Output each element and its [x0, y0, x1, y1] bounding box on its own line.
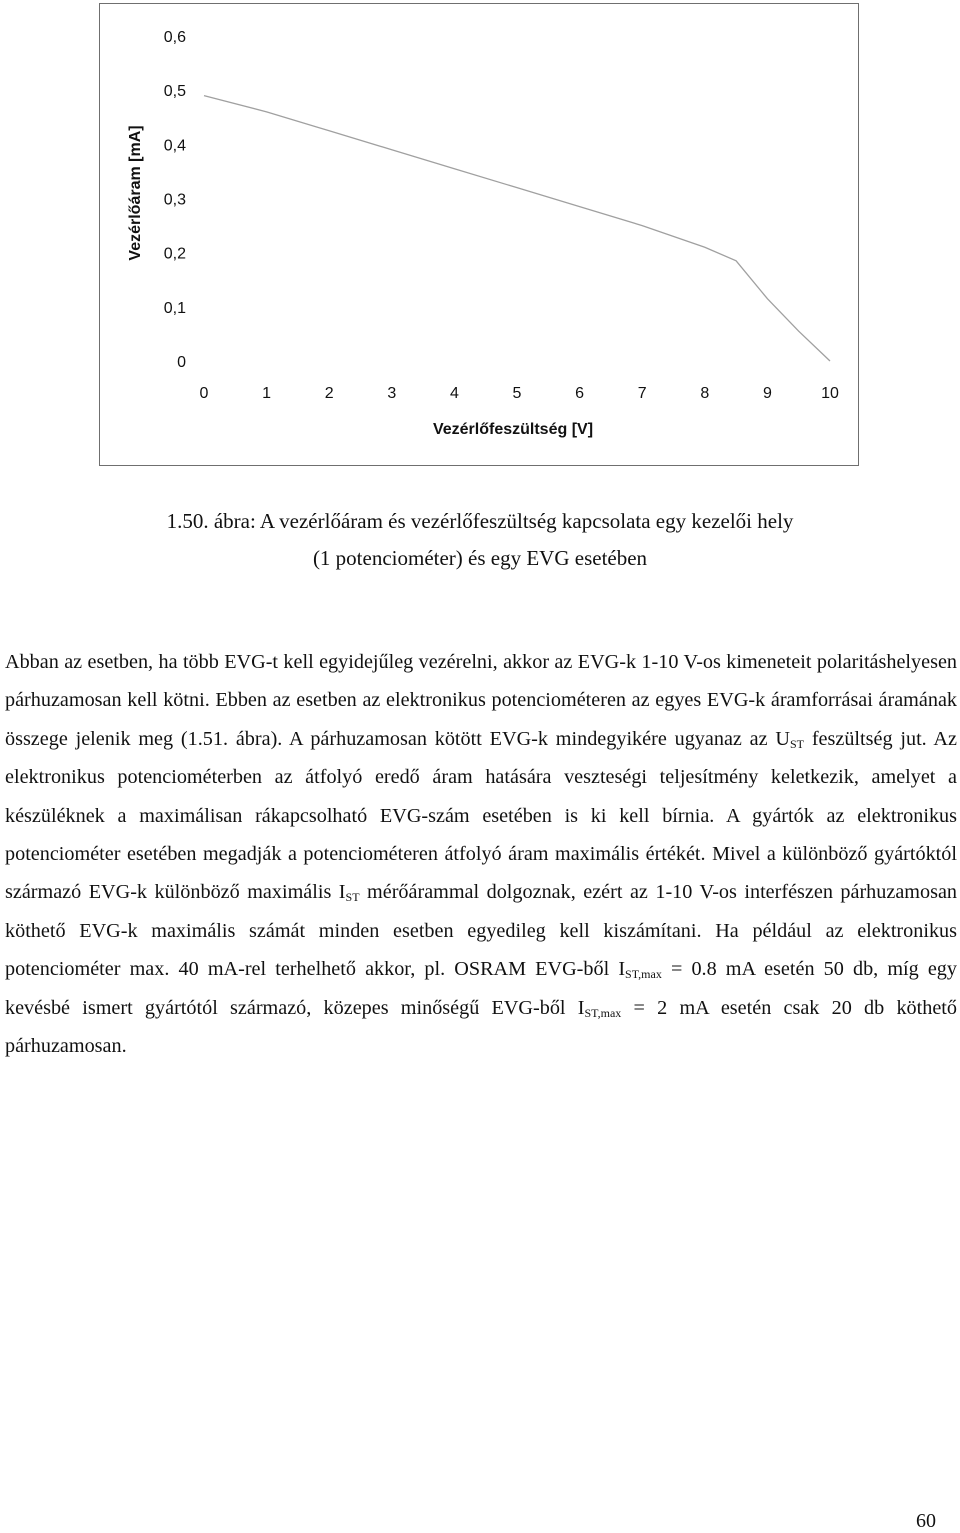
- x-tick-label: 1: [262, 385, 272, 402]
- paragraph-part-5: = 2 mA esetén csak 20 db köthető párhuzamosan.: [5, 996, 958, 1058]
- subscript-st-1: ST: [790, 736, 805, 751]
- x-tick-label: 5: [512, 385, 522, 402]
- y-tick-label: 0,1: [163, 299, 186, 317]
- x-tick-label: 3: [387, 385, 397, 402]
- subscript-st-2: ST: [345, 890, 360, 905]
- series-line: [204, 96, 830, 361]
- x-tick-label: 6: [575, 385, 585, 402]
- x-tick-label: 9: [762, 385, 772, 402]
- caption-line-1: 1.50. ábra: A vezérlőáram és vezérlőfeszültség kapcsolata egy kezelői hely: [166, 509, 794, 533]
- paragraph-part-4: = 0.8 mA esetén 50 db, míg egy kevésbé ismert gyártótól származó, közepes minőségű EVG-ből I: [5, 958, 957, 1019]
- caption-line-2: (1 potenciométer) és egy EVG esetében: [312, 546, 648, 570]
- figure-caption: [0, 503, 960, 577]
- y-tick-label: 0,5: [163, 83, 186, 101]
- y-tick-label: 0,4: [163, 137, 186, 155]
- x-tick-label: 10: [821, 385, 839, 402]
- x-tick-label: 0: [199, 385, 209, 402]
- y-tick-label: 0,6: [163, 29, 186, 46]
- y-tick-label: 0: [177, 354, 186, 371]
- y-tick-label: 0,3: [163, 191, 186, 209]
- chart-svg: [100, 4, 860, 467]
- x-tick-label: 8: [700, 385, 710, 402]
- x-axis-title: Vezérlőfeszültség [V]: [432, 421, 594, 438]
- y-tick-label: 0,2: [163, 245, 186, 263]
- paragraph-part-1: Abban az esetben, ha több EVG-t kell egyidejűleg vezérelni, akkor az EVG-k 1-10 V-os kimeneteit polaritáshelyesen párhuzamosan kell kötni. Ebben az esetben az elektronikus potenciométeren az egyes EVG-k áramforrásai áramának összege jelenik meg (1.51. ábra). A párhuzamosan kötött EVG-k mindegyikére ugyanaz az U: [5, 651, 957, 750]
- page-number: 60: [916, 1510, 936, 1532]
- subscript-st-max-1: ST,max: [625, 967, 662, 982]
- y-axis-title: Vezérlőáram [mA]: [127, 125, 144, 261]
- paragraph-part-3: mérőárammal dolgoznak, ezért az 1-10 V-os interfészen párhuzamosan köthető EVG-k maximális számát minden esetben egyedileg kell kiszámítani. Ha például az elektronikus potenciométer max. 40 mA-rel terhelhető akkor, pl. OSRAM EVG-ből I: [5, 881, 957, 981]
- body-paragraph: [5, 643, 957, 1065]
- x-tick-label: 2: [324, 385, 334, 402]
- chart-frame: [99, 3, 859, 466]
- x-tick-label: 7: [637, 385, 647, 402]
- subscript-st-max-2: ST,max: [584, 1005, 622, 1020]
- x-tick-label: 4: [449, 385, 459, 402]
- paragraph-part-2: feszültség jut. Az elektronikus potenciométerben az átfolyó eredő áram hatására veszteségi teljesítmény keletkezik, amelyet a készüléknek a maximálisan rákapcsolható EVG-szám esetében is ki kell bírnia. A gyártók az elektronikus potenciométer esetében megadják a potenciométeren átfolyó áram maximális értékét. Mivel a különböző gyártóktól származó EVG-k különböző maximális I: [5, 727, 957, 904]
